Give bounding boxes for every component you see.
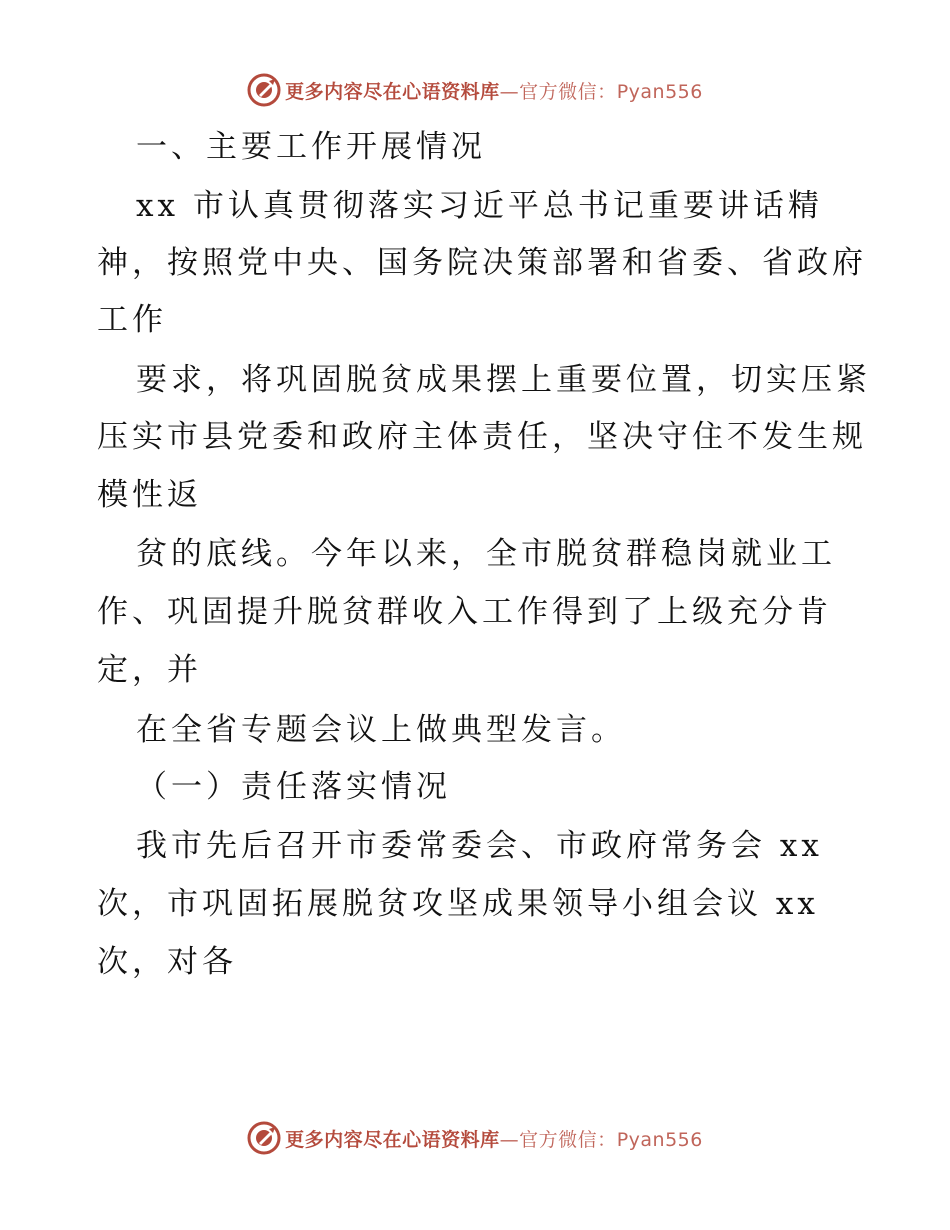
paragraph-line: 次，对各 (97, 944, 237, 980)
watermark-text: 更多内容尽在心语资料库—官方微信：Pyan556 (285, 80, 703, 103)
paragraph-line: 次，市巩固拓展脱贫攻坚成果领导小组会议 xx (97, 886, 819, 922)
footer-watermark (0, 1118, 950, 1158)
paragraph-line: 作、巩固提升脱贫群收入工作得到了上级充分肯 (97, 594, 832, 630)
paragraph-line: 我市先后召开市委常委会、市政府常务会 xx (136, 828, 823, 864)
watermark-text: 更多内容尽在心语资料库—官方微信：Pyan556 (285, 1128, 703, 1151)
paragraph-line: 工作 (97, 302, 167, 338)
logo-icon (247, 73, 281, 107)
paragraph-line: 神，按照党中央、国务院决策部署和省委、省政府 (97, 245, 867, 281)
paragraph-line: 在全省专题会议上做典型发言。 (136, 712, 626, 748)
paragraph-line: 模性返 (97, 477, 202, 513)
subsection-heading: （一）责任落实情况 (136, 769, 451, 805)
paragraph-line: 压实市县党委和政府主体责任，坚决守住不发生规 (97, 419, 867, 455)
paragraph-line: 贫的底线。今年以来，全市脱贫群稳岗就业工 (136, 536, 836, 572)
paragraph-line: 定，并 (97, 652, 202, 688)
section-heading: 一、主要工作开展情况 (136, 129, 486, 165)
paragraph-line: 要求，将巩固脱贫成果摆上重要位置，切实压紧 (136, 362, 871, 398)
header-watermark (0, 70, 950, 110)
logo-icon (247, 1121, 281, 1155)
paragraph-line: xx 市认真贯彻落实习近平总书记重要讲话精 (136, 188, 823, 224)
